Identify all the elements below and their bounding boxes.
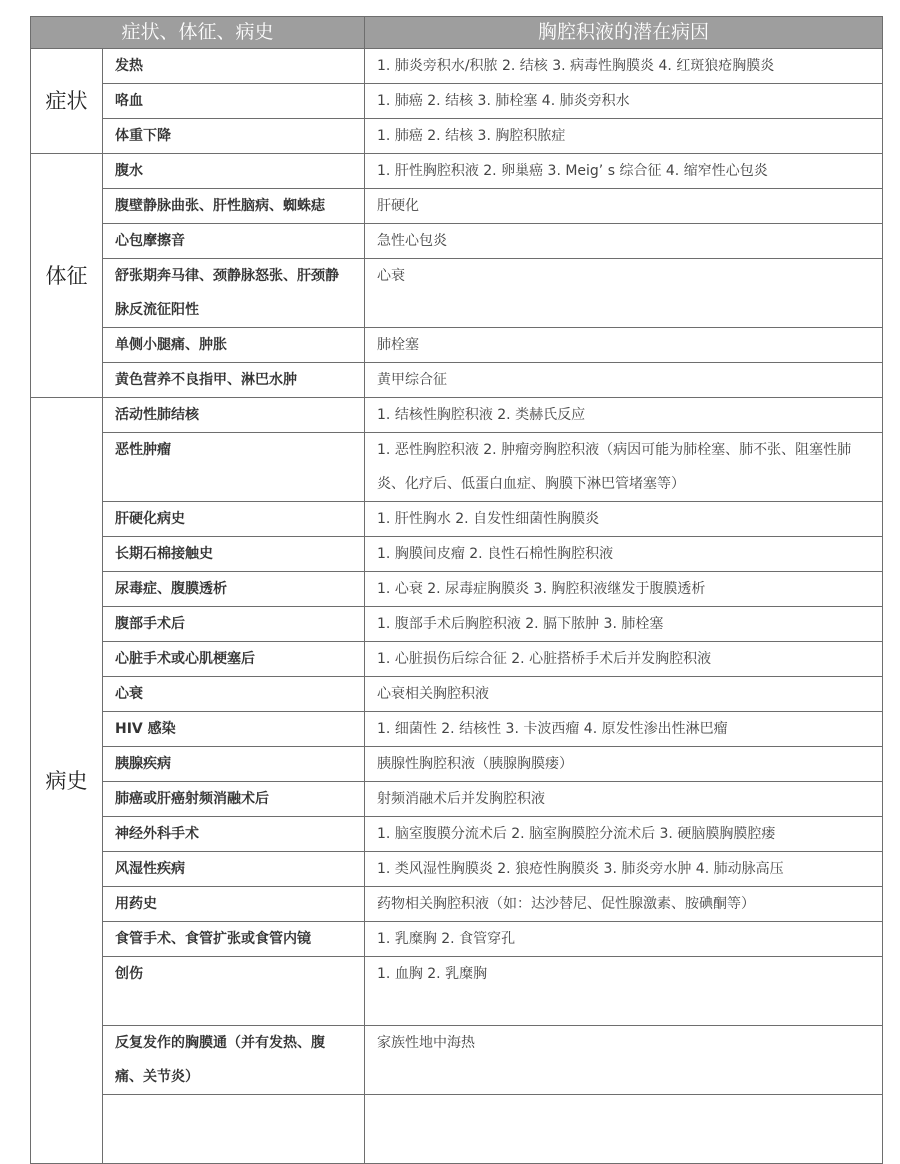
item-cell: 心脏手术或心肌梗塞后 xyxy=(103,642,365,677)
table-row xyxy=(31,433,883,502)
item-cell: 风湿性疾病 xyxy=(103,852,365,887)
cause-cell: 1. 胸膜间皮瘤 2. 良性石棉性胸腔积液 xyxy=(365,537,883,572)
item-cell: 腹部手术后 xyxy=(103,607,365,642)
cause-cell: 1. 结核性胸腔积液 2. 类赫氏反应 xyxy=(365,398,883,433)
table-row xyxy=(31,852,883,887)
table-row xyxy=(31,502,883,537)
item-cell: 创伤 xyxy=(103,957,365,1026)
item-cell: 心衰 xyxy=(103,677,365,712)
item-cell: 舒张期奔马律、颈静脉怒张、肝颈静脉反流征阳性 xyxy=(103,259,365,328)
cause-cell: 1. 心衰 2. 尿毒症胸膜炎 3. 胸腔积液继发于腹膜透析 xyxy=(365,572,883,607)
cause-cell: 1. 肺癌 2. 结核 3. 胸腔积脓症 xyxy=(365,119,883,154)
item-cell: 胰腺疾病 xyxy=(103,747,365,782)
item-cell: 心包摩擦音 xyxy=(103,224,365,259)
cause-cell: 1. 肺癌 2. 结核 3. 肺栓塞 4. 肺炎旁积水 xyxy=(365,84,883,119)
item-cell: 恶性肿瘤 xyxy=(103,433,365,502)
table-row xyxy=(31,607,883,642)
cause-cell: 1. 心脏损伤后综合征 2. 心脏搭桥手术后并发胸腔积液 xyxy=(365,642,883,677)
table-row xyxy=(31,817,883,852)
item-cell: 尿毒症、腹膜透析 xyxy=(103,572,365,607)
causes-table xyxy=(30,16,883,1164)
cause-cell: 1. 细菌性 2. 结核性 3. 卡波西瘤 4. 原发性渗出性淋巴瘤 xyxy=(365,712,883,747)
table-row xyxy=(31,154,883,189)
table-row xyxy=(31,328,883,363)
cause-cell: 药物相关胸腔积液（如：达沙替尼、促性腺激素、胺碘酮等） xyxy=(365,887,883,922)
table-row xyxy=(31,49,883,84)
table-header-row xyxy=(31,17,883,49)
item-cell: 体重下降 xyxy=(103,119,365,154)
table-row xyxy=(31,189,883,224)
cause-cell: 1. 乳糜胸 2. 食管穿孔 xyxy=(365,922,883,957)
table-row xyxy=(31,1026,883,1095)
group-label-history: 病史 xyxy=(31,398,103,1164)
table-row xyxy=(31,363,883,398)
cause-cell: 1. 肺炎旁积水/积脓 2. 结核 3. 病毒性胸膜炎 4. 红斑狼疮胸膜炎 xyxy=(365,49,883,84)
table-row xyxy=(31,712,883,747)
table-row xyxy=(31,84,883,119)
item-cell: 活动性肺结核 xyxy=(103,398,365,433)
header-symptoms: 症状、体征、病史 xyxy=(31,17,365,49)
cause-cell: 1. 血胸 2. 乳糜胸 xyxy=(365,957,883,1026)
cause-cell: 1. 肝性胸水 2. 自发性细菌性胸膜炎 xyxy=(365,502,883,537)
table-row xyxy=(31,747,883,782)
group-label-signs: 体征 xyxy=(31,154,103,398)
item-cell: 单侧小腿痛、肿胀 xyxy=(103,328,365,363)
table-row xyxy=(31,782,883,817)
table-row xyxy=(31,922,883,957)
table-row xyxy=(31,572,883,607)
cause-cell: 黄甲综合征 xyxy=(365,363,883,398)
cause-cell: 射频消融术后并发胸腔积液 xyxy=(365,782,883,817)
cause-cell: 1. 脑室腹膜分流术后 2. 脑室胸膜腔分流术后 3. 硬脑膜胸膜腔瘘 xyxy=(365,817,883,852)
table-row xyxy=(31,887,883,922)
cause-cell: 胰腺性胸腔积液（胰腺胸膜瘘） xyxy=(365,747,883,782)
item-cell: 肺癌或肝癌射频消融术后 xyxy=(103,782,365,817)
cause-cell: 肺栓塞 xyxy=(365,328,883,363)
item-cell: 腹壁静脉曲张、肝性脑病、蜘蛛痣 xyxy=(103,189,365,224)
item-cell: 长期石棉接触史 xyxy=(103,537,365,572)
cause-cell: 1. 恶性胸腔积液 2. 肿瘤旁胸腔积液（病因可能为肺栓塞、肺不张、阻塞性肺炎、化疗后、低蛋白血症、胸膜下淋巴管堵塞等） xyxy=(365,433,883,502)
cause-cell: 急性心包炎 xyxy=(365,224,883,259)
cause-cell: 家族性地中海热 xyxy=(365,1026,883,1095)
table-row xyxy=(31,1095,883,1164)
cause-cell: 1. 肝性胸腔积液 2. 卵巢癌 3. Meig’ s 综合征 4. 缩窄性心包炎 xyxy=(365,154,883,189)
table-row xyxy=(31,224,883,259)
group-label-symptoms: 症状 xyxy=(31,49,103,154)
table-row xyxy=(31,537,883,572)
item-cell: 腹水 xyxy=(103,154,365,189)
table-container xyxy=(30,16,882,1164)
item-cell: 黄色营养不良指甲、淋巴水肿 xyxy=(103,363,365,398)
item-cell: 食管手术、食管扩张或食管内镜 xyxy=(103,922,365,957)
item-cell: 咯血 xyxy=(103,84,365,119)
item-cell: 神经外科手术 xyxy=(103,817,365,852)
item-cell: HIV 感染 xyxy=(103,712,365,747)
item-cell: 发热 xyxy=(103,49,365,84)
cause-cell: 1. 类风湿性胸膜炎 2. 狼疮性胸膜炎 3. 肺炎旁水肿 4. 肺动脉高压 xyxy=(365,852,883,887)
table-row xyxy=(31,642,883,677)
table-row xyxy=(31,398,883,433)
table-row xyxy=(31,957,883,1026)
item-cell: 肝硬化病史 xyxy=(103,502,365,537)
item-cell xyxy=(103,1095,365,1164)
table-row xyxy=(31,259,883,328)
cause-cell: 心衰 xyxy=(365,259,883,328)
table-row xyxy=(31,677,883,712)
item-cell: 用药史 xyxy=(103,887,365,922)
cause-cell: 1. 腹部手术后胸腔积液 2. 膈下脓肿 3. 肺栓塞 xyxy=(365,607,883,642)
cause-cell: 心衰相关胸腔积液 xyxy=(365,677,883,712)
item-cell: 反复发作的胸膜通（并有发热、腹痛、关节炎） xyxy=(103,1026,365,1095)
header-causes: 胸腔积液的潜在病因 xyxy=(365,17,883,49)
cause-cell xyxy=(365,1095,883,1164)
table-row xyxy=(31,119,883,154)
cause-cell: 肝硬化 xyxy=(365,189,883,224)
